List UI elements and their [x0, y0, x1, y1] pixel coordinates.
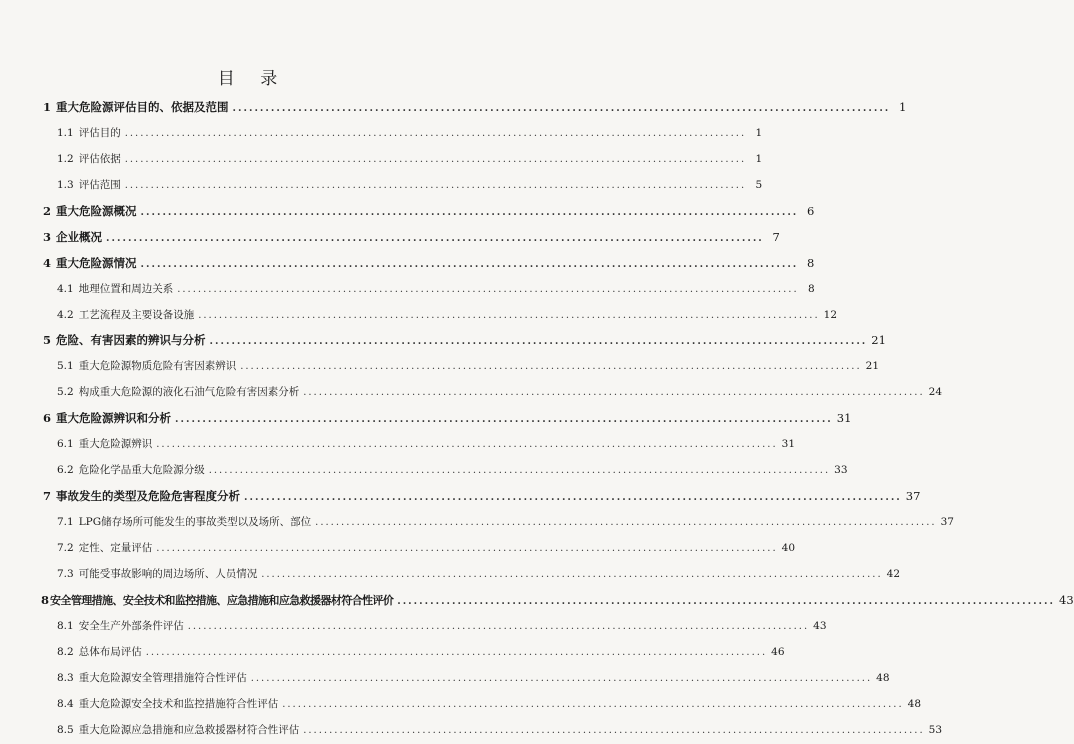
toc-entry[interactable]: [40, 614, 827, 640]
toc-entry[interactable]: [40, 692, 922, 718]
toc-page-number: 46: [771, 645, 785, 658]
toc-number: 5.2: [57, 386, 74, 399]
toc-leader: ........................................................................................................................: [209, 336, 868, 348]
toc-number: 6: [43, 411, 52, 426]
toc-label: 重大危险源评估目的、依据及范围: [56, 100, 229, 114]
toc-entry[interactable]: [40, 588, 1074, 614]
toc-entry[interactable]: [40, 380, 943, 406]
toc-leader: ........................................................................................................................: [261, 568, 883, 580]
toc-leader: ........................................................................................................................: [106, 232, 764, 244]
toc-number: 1.1: [57, 126, 74, 139]
toc-leader: ........................................................................................................................: [124, 153, 747, 165]
toc-page-number: 48: [907, 697, 922, 710]
toc-page-number: 1: [755, 152, 763, 165]
toc-label: 安全管理措施、安全技术和监控措施、应急措施和应急救援器材符合性评价: [50, 593, 394, 607]
toc-page-number: 33: [834, 464, 848, 477]
toc-label: 工艺流程及主要设备设施: [78, 308, 195, 321]
toc-page-number: 21: [871, 333, 886, 348]
toc-page-number: 43: [1059, 592, 1074, 607]
toc-number: 1: [43, 100, 52, 114]
toc-leader: ........................................................................................................................: [140, 258, 799, 270]
toc-page-number: 53: [928, 723, 943, 736]
toc-number: 1.2: [57, 152, 74, 165]
toc-label: 评估依据: [78, 152, 121, 165]
toc-page-number: 31: [781, 438, 796, 451]
toc-entry[interactable]: [40, 121, 763, 147]
toc-entry[interactable]: [40, 199, 815, 225]
toc-leader: ........................................................................................................................: [315, 517, 937, 528]
toc-entry[interactable]: [40, 303, 838, 329]
toc-label: 评估范围: [78, 178, 121, 191]
toc-label: 重大危险源辨识和分析: [56, 411, 172, 426]
toc-leader: ........................................................................................................................: [250, 672, 873, 684]
toc-leader: ........................................................................................................................: [124, 127, 747, 139]
toc-leader: ........................................................................................................................: [145, 646, 768, 658]
toc-page-number: 8: [807, 282, 815, 295]
toc-page-number: 1: [898, 100, 907, 114]
toc-number: 2: [43, 203, 52, 218]
toc-page-number: 6: [806, 203, 815, 218]
toc-label: 地理位置和周边关系: [78, 282, 174, 295]
toc-entry[interactable]: [40, 147, 763, 173]
toc-number: 7.3: [57, 567, 74, 580]
toc-label: 危险、有害因素的辨识与分析: [56, 333, 206, 348]
toc-number: 8.4: [57, 697, 74, 710]
toc-label: 重大危险源概况: [56, 203, 137, 218]
toc-entry[interactable]: [40, 562, 901, 588]
toc-entry[interactable]: [40, 458, 848, 484]
toc-leader: ........................................................................................................................: [397, 595, 1055, 607]
toc-number: 8.2: [57, 645, 74, 658]
toc-leader: ........................................................................................................................: [303, 724, 925, 736]
toc-entry[interactable]: [40, 95, 907, 121]
toc-number: 6.1: [57, 438, 74, 451]
toc-number: 8.5: [57, 723, 74, 736]
toc-page-number: 24: [928, 386, 943, 399]
toc-page-number: 7: [772, 229, 780, 244]
toc-label: 可能受事故影响的周边场所、人员情况: [78, 567, 258, 580]
toc-label: 企业概况: [56, 229, 103, 244]
toc-page-number: 12: [823, 308, 838, 321]
toc-number: 4: [43, 255, 52, 270]
toc-page-number: 43: [813, 619, 827, 632]
toc-page-number: 40: [781, 541, 796, 554]
toc-entry[interactable]: [40, 251, 815, 277]
toc-page-number: 37: [905, 489, 921, 504]
toc-leader: ........................................................................................................................: [232, 103, 891, 114]
toc-leader: ........................................................................................................................: [282, 698, 904, 710]
toc-number: 3: [43, 229, 52, 244]
toc-entry[interactable]: [40, 432, 796, 458]
toc-number: 4.1: [57, 282, 74, 295]
toc-leader: ........................................................................................................................: [156, 439, 778, 451]
toc-leader: ........................................................................................................................: [187, 620, 810, 632]
toc-entry[interactable]: [40, 718, 943, 744]
toc-label: LPG储存场所可能发生的事故类型以及场所、部位: [78, 516, 312, 528]
toc-page-number: 31: [836, 411, 852, 426]
toc-label: 危险化学品重大危险源分级: [78, 464, 205, 477]
toc-entry[interactable]: [40, 640, 785, 666]
toc-leader: ........................................................................................................................: [244, 492, 902, 504]
toc-label: 重大危险源应急措施和应急救援器材符合性评估: [78, 723, 300, 736]
toc-page-number: 48: [876, 671, 890, 684]
page-title: 目 录: [217, 69, 288, 89]
toc-entry[interactable]: [40, 354, 880, 380]
table-of-contents: [40, 95, 1074, 743]
toc-label: 构成重大危险源的液化石油气危险有害因素分析: [78, 386, 300, 399]
toc-number: 7: [43, 489, 52, 504]
toc-label: 重大危险源情况: [56, 255, 137, 270]
toc-leader: ........................................................................................................................: [303, 387, 925, 399]
toc-entry[interactable]: [40, 510, 954, 536]
toc-leader: ........................................................................................................................: [198, 309, 820, 321]
toc-entry[interactable]: [40, 484, 921, 510]
toc-number: 1.3: [57, 178, 74, 191]
toc-label: 重大危险源物质危险有害因素辨识: [78, 360, 237, 373]
toc-number: 8: [41, 592, 50, 607]
toc-leader: ........................................................................................................................: [140, 206, 799, 218]
toc-number: 5: [43, 333, 52, 348]
toc-entry[interactable]: [40, 173, 763, 199]
toc-entry[interactable]: [40, 328, 886, 354]
toc-number: 7.2: [57, 541, 74, 554]
toc-label: 评估目的: [78, 126, 121, 139]
toc-page-number: 37: [940, 516, 954, 528]
toc-leader: ........................................................................................................................: [240, 361, 862, 373]
toc-label: 总体布局评估: [78, 645, 142, 658]
toc-label: 重大危险源辨识: [78, 438, 153, 451]
toc-page-number: 5: [755, 178, 763, 191]
toc-leader: ........................................................................................................................: [124, 179, 747, 191]
toc-number: 8.3: [57, 671, 74, 684]
toc-number: 7.1: [57, 516, 74, 528]
toc-number: 6.2: [57, 464, 74, 477]
toc-label: 定性、定量评估: [78, 541, 153, 554]
toc-page-number: 21: [865, 360, 880, 373]
toc-entry[interactable]: [40, 277, 815, 303]
toc-page-number: 1: [755, 126, 763, 139]
toc-label: 事故发生的类型及危险危害程度分析: [56, 489, 241, 504]
toc-number: 5.1: [57, 360, 74, 373]
toc-entry[interactable]: [40, 406, 852, 432]
toc-leader: ........................................................................................................................: [175, 414, 833, 426]
toc-leader: ........................................................................................................................: [177, 283, 799, 295]
toc-entry[interactable]: [40, 536, 796, 562]
toc-page-number: 42: [886, 567, 901, 580]
toc-entry[interactable]: [40, 225, 780, 251]
toc-label: 重大危险源安全管理措施符合性评估: [78, 671, 247, 684]
toc-number: 8.1: [57, 619, 74, 632]
toc-label: 重大危险源安全技术和监控措施符合性评估: [78, 697, 279, 710]
toc-label: 安全生产外部条件评估: [78, 619, 184, 632]
toc-page-number: 8: [806, 255, 815, 270]
toc-entry[interactable]: [40, 666, 890, 692]
toc-leader: ........................................................................................................................: [156, 542, 778, 554]
toc-leader: ........................................................................................................................: [208, 465, 831, 477]
toc-number: 4.2: [57, 308, 74, 321]
